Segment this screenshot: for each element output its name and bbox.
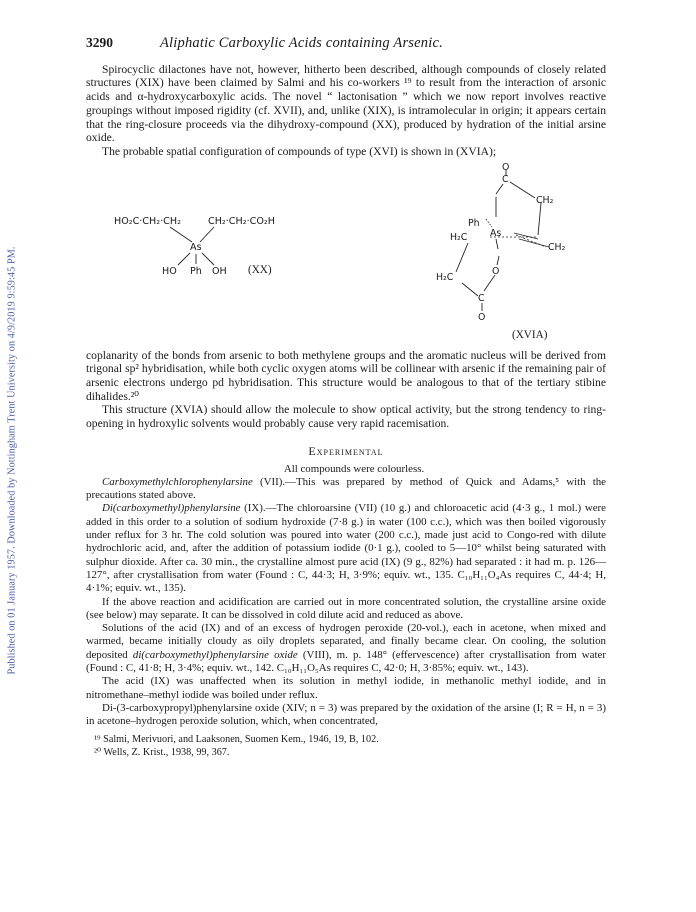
structure-figure	[86, 161, 606, 349]
experimental-paragraph-5: The acid (IX) was unaffected when its solution in methyl iodide, in methanolic methyl iodide, and in nitromethane–methyl iodide was boiled under reflux.	[86, 675, 606, 701]
paper-page	[86, 36, 606, 759]
group-left: HO₂C·CH₂·CH₂	[114, 215, 181, 227]
experimental-paragraph-2	[86, 502, 606, 595]
atom-c-top: C	[502, 173, 509, 185]
paragraph-text: (VIII), m. p. 148° (effervescence) after crystallisation from water (Found : C, 41·8; H, 3·4%; equiv. wt., 142. C₁₀H₁₁O₅As requires C, 42·0; H, 3·85%; equiv. wt., 143).	[86, 648, 606, 674]
label-xx: (XX)	[248, 263, 272, 276]
atom-h2c-low: H₂C	[436, 271, 454, 283]
intro-paragraph-1: Spirocyclic dilactones have not, however, hitherto been described, although compounds of closely related structures (XIX) have been claimed by Salmi and his co-workers ¹⁹ to result from the interaction of arsonic acids and α-hydroxycarboxylic acids. The novel “ lactonisation ” which we now report involves reactive groupings without imposed rigidity (cf. XVII), and, unlike (XIX), is intramolecular in origin; it appears certain that the ring-closure proceeds via the dihydroxy-compound (XX), produced by hydration of the initial arsine oxide.	[86, 62, 606, 145]
compound-name: di(carboxymethyl)phenylarsine oxide	[132, 648, 298, 661]
atom-ch2-right: CH₂	[548, 241, 566, 253]
atom-o-top: O	[502, 161, 510, 173]
structure-xvia	[376, 161, 606, 349]
experimental-section	[86, 463, 606, 729]
experimental-note: All compounds were colourless.	[283, 462, 425, 475]
experimental-paragraph-6: Di-(3-carboxypropyl)phenylarsine oxide (XIV; n = 3) was prepared by the oxidation of the arsine (I; R = H, n = 3) in acetone–hydrogen peroxide solution, which, when concentrated,	[86, 701, 606, 728]
label-xvia: (XVIA)	[512, 328, 548, 341]
footnote-19: ¹⁹ Salmi, Merivuori, and Laaksonen, Suomen Kem., 1946, 19, B, 102.	[94, 734, 379, 746]
sidebar-text: Published on 01 January 1957. Downloaded by Nottingham Trent University on 4/9/2019 9:59:45 PM.	[6, 245, 18, 675]
body-paragraph-3: coplanarity of the bonds from arsenic to both methylene groups and the aromatic nucleus will be derived from trigonal sp² hybridisation, while both cyclic oxygen atoms will be collinear with arsenic if the remaining pair of arsenic electrons undergo pd hybridisation. This structure would be analogous to that of the tertiary stibine dihalides.²⁰	[86, 348, 606, 403]
experimental-paragraph-3: If the above reaction and acidification are carried out in more concentrated solution, the crystalline arsine oxide (see below) may separate. It can be dissolved in cold dilute acid and reduced as above.	[86, 595, 606, 621]
section-heading-experimental: Experimental	[308, 443, 384, 458]
compound-name: Di(carboxymethyl)phenylarsine	[102, 502, 241, 515]
footnotes	[86, 734, 606, 759]
page-number: 3290	[86, 35, 113, 50]
running-header	[86, 36, 606, 51]
structure-xx	[86, 215, 396, 285]
oh-group: OH	[212, 265, 227, 277]
paragraph-text: (VII).—This was prepared by method of Quick and Adams,⁵ with the precautions stated above.	[86, 475, 606, 502]
experimental-paragraph-4	[86, 622, 606, 675]
atom-arsenic: As	[490, 227, 502, 239]
atom-o-bottom: O	[478, 311, 486, 323]
structure-xvia-bonds	[376, 161, 606, 349]
arsenic-atom: As	[190, 241, 202, 253]
atom-h2c-mid: H₂C	[450, 231, 468, 243]
paragraph-text: (IX).—The chloroarsine (VII) (10 g.) and chloroacetic acid (4·3 g., 1 mol.) were added in this order to a solution of sodium hydroxide (7·8 g.) in water (100 c.c.), which was then boiled vigorously under reflux for 3 hr. The cold solution was poured into water (200 c.c.), made just acid to Congo-red with dilute hydrochloric acid, and, after the addition of potassium iodide (0·1 g.), cooled to 5—10° whilst being saturated with sulphur dioxide. After ca. 30 min., the crystalline almost pure acid (IX) (9 g., 82%) had separated : it had m. p. 126—127°, after crystallisation from water (Found : C, 44·3; H, 3·9%; equiv. wt., 135. C₁₀H₁₁O₄As requires C, 44·4; H, 4·1%; equiv. wt., 135).	[86, 502, 606, 595]
phenyl-group: Ph	[190, 265, 202, 277]
atom-o-mid: O	[492, 265, 500, 277]
publication-sidebar	[2, 40, 22, 880]
compound-name: Carboxymethylchlorophenylarsine	[102, 475, 253, 488]
atom-c-low: C	[478, 292, 485, 304]
atom-phenyl: Ph	[468, 217, 480, 229]
intro-paragraph-2: The probable spatial configuration of compounds of type (XVI) is shown in (XVIA);	[102, 144, 497, 158]
ho-group: HO	[162, 265, 177, 277]
atom-ch2-top: CH₂	[536, 194, 554, 206]
body-paragraph-4: This structure (XVIA) should allow the molecule to show optical activity, but the strong tendency to ring-opening in hydroxylic solvents would probably cause very rapid racemisation.	[86, 403, 606, 431]
paragraph-text: Solutions of the acid (IX) and of an excess of hydrogen peroxide (20-vol.), each in acetone, when mixed and warmed, became initially cloudy as oily droplets separated, and finally became clear. On cooling, the solution deposited	[86, 622, 606, 661]
running-title: Aliphatic Carboxylic Acids containing Arsenic.	[160, 35, 443, 51]
group-right: CH₂·CH₂·CO₂H	[208, 215, 275, 227]
footnote-20: ²⁰ Wells, Z. Krist., 1938, 99, 367.	[94, 746, 230, 758]
experimental-paragraph-1	[86, 476, 606, 503]
